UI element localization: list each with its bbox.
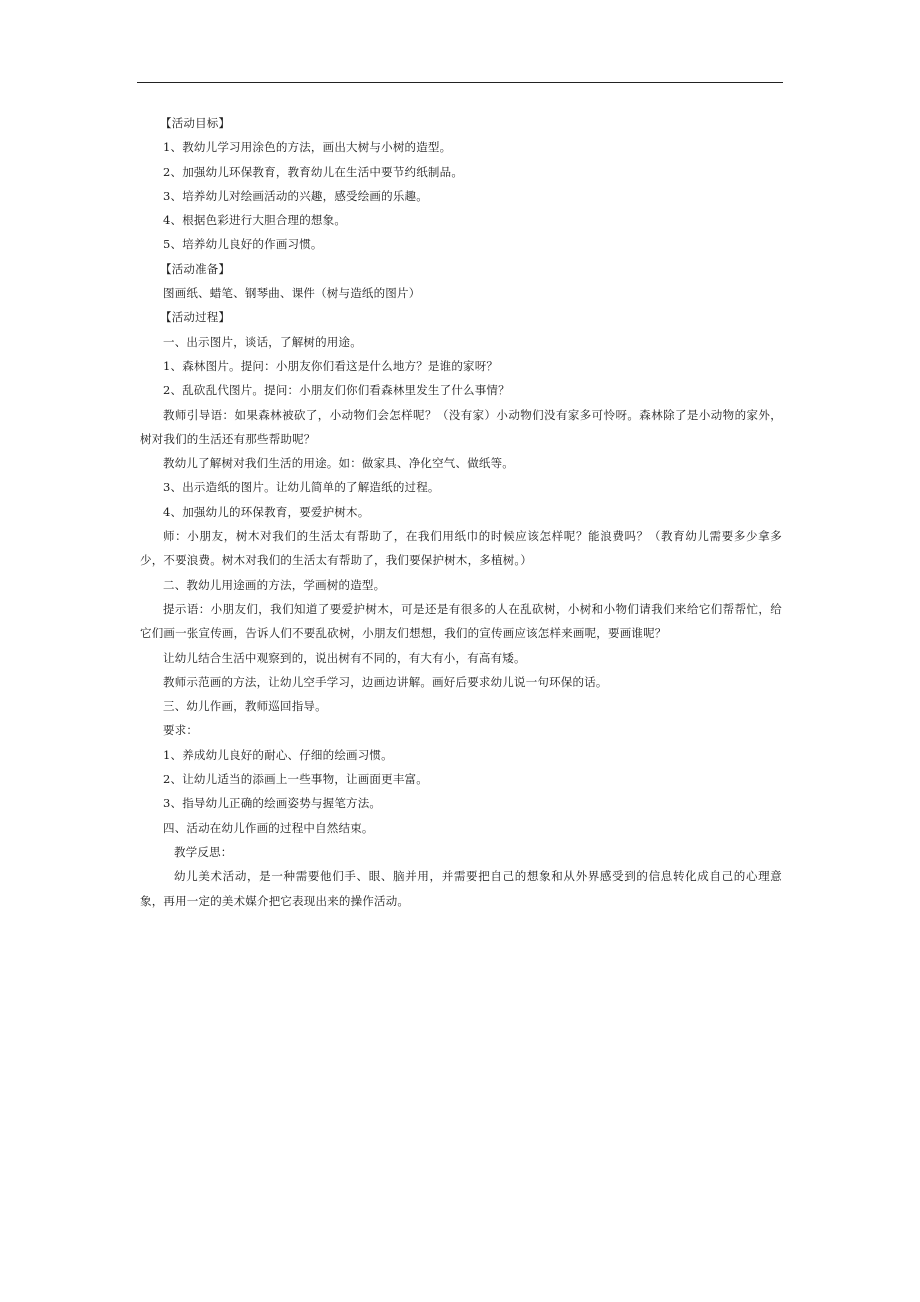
- text-line: 3、指导幼儿正确的绘画姿势与握笔方法。: [163, 796, 382, 811]
- text-line: 一、出示图片，谈话，了解树的用途。: [163, 334, 362, 349]
- text-line: 图画纸、蜡笔、钢琴曲、课件（树与造纸的图片）: [163, 286, 421, 301]
- text-line: 教师示范画的方法，让幼儿空手学习，边画边讲解。画好后要求幼儿说一句环保的话。: [163, 674, 608, 689]
- paragraph: 师：小朋友，树木对我们的生活太有帮助了，在我们用纸巾的时候应该怎样呢？能浪费吗？（教育幼儿需要多少拿多少，不要浪费。树木对我们的生活太有帮助了，我们要保护树木，多植树。）: [140, 529, 782, 568]
- text-line: 4、根据色彩进行大胆合理的想象。: [163, 213, 347, 228]
- text-line: 要求：: [163, 723, 199, 738]
- text-line: 2、加强幼儿环保教育，教育幼儿在生活中要节约纸制品。: [163, 164, 464, 179]
- text-line: 四、活动在幼儿作画的过程中自然结束。: [163, 820, 374, 835]
- section-heading: 【活动目标】: [160, 116, 231, 130]
- section-heading: 【活动准备】: [160, 261, 231, 276]
- section-heading: 【活动过程】: [160, 310, 231, 325]
- document-body: [140, 111, 782, 913]
- text-line: 1、教幼儿学习用涂色的方法，画出大树与小树的造型。: [163, 140, 452, 155]
- text-line: 3、培养幼儿对绘画活动的兴趣，感受绘画的乐趣。: [163, 188, 428, 203]
- reflection-paragraph: 幼儿美术活动，是一种需要他们手、眼、脑并用，并需要把自己的想象和从外界感受到的信息转化成自己的心理意象，再用一定的美术媒介把它表现出来的操作活动。: [140, 869, 782, 908]
- text-line: 2、让幼儿适当的添画上一些事物，让画面更丰富。: [163, 772, 428, 787]
- text-line: 2、乱砍乱代图片。提问：小朋友们你们看森林里发生了什么事情？: [163, 383, 510, 398]
- text-line: 二、教幼儿用途画的方法，学画树的造型。: [163, 577, 386, 592]
- text-line: 教幼儿了解树对我们生活的用途。如：做家具、净化空气、做纸等。: [163, 456, 514, 471]
- text-line: 5、培养幼儿良好的作画习惯。: [163, 237, 323, 252]
- text-line: 4、加强幼儿的环保教育，要爱护树木。: [163, 504, 370, 519]
- reflection-heading: 教学反思：: [174, 844, 233, 859]
- header-rule: [137, 82, 783, 83]
- paragraph: 提示语：小朋友们，我们知道了要爱护树木，可是还是有很多的人在乱砍树，小树和小物们请我们来给它们帮帮忙，给它们画一张宣传画，告诉人们不要乱砍树，小朋友们想想，我们的宣传画应该怎样来画呢，要画谁呢？: [140, 601, 782, 641]
- paragraph: 教师引导语：如果森林被砍了，小动物们会怎样呢？（没有家）小动物们没有家多可怜呀。森林除了是小动物的家外，树对我们的生活还有那些帮助呢？: [140, 407, 782, 446]
- text-line: 1、森林图片。提问：小朋友你们看这是什么地方？是谁的家呀？: [163, 358, 499, 373]
- text-line: 让幼儿结合生活中观察到的，说出树有不同的，有大有小，有高有矮。: [163, 650, 526, 665]
- text-line: 1、养成幼儿良好的耐心、仔细的绘画习惯。: [163, 747, 393, 762]
- text-line: 三、幼儿作画，教师巡回指导。: [163, 699, 327, 714]
- text-line: 3、出示造纸的图片。让幼儿简单的了解造纸的过程。: [163, 480, 440, 495]
